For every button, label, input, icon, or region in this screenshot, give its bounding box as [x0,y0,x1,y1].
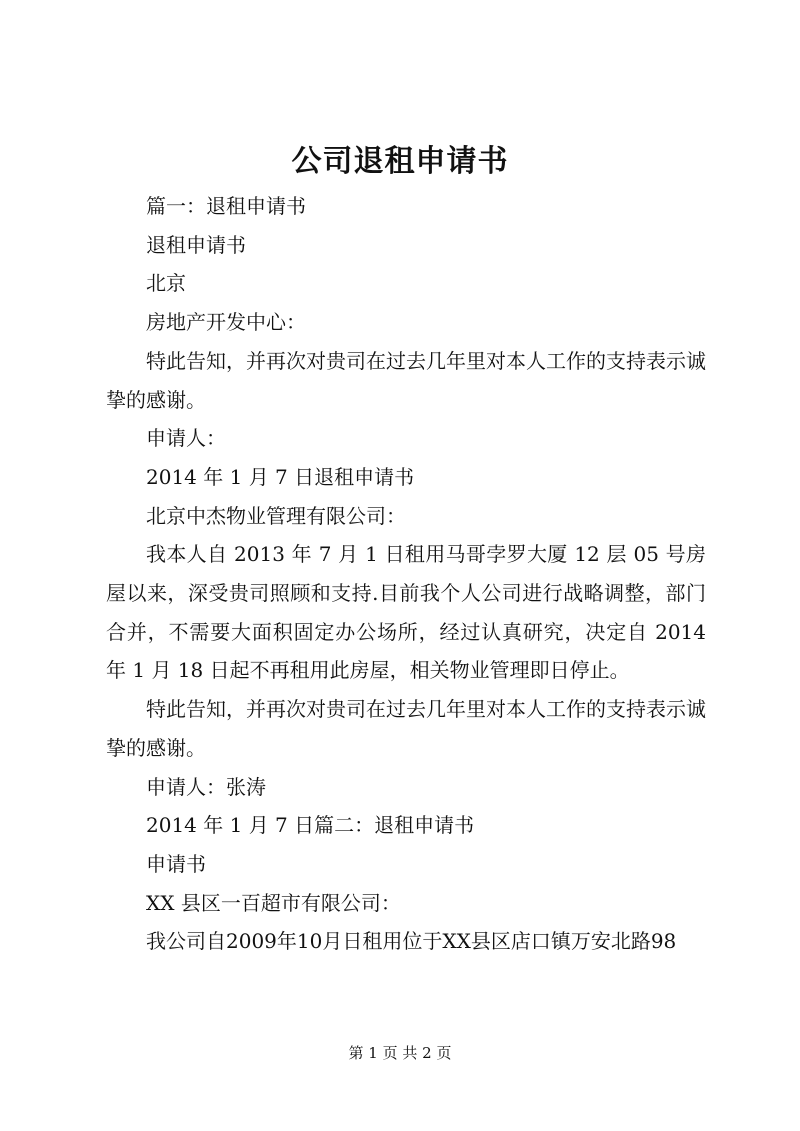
paragraph-thanks-repeat: 特此告知，并再次对贵司在过去几年里对本人工作的支持表示诚挚的感谢。 [106,697,706,760]
paragraph-applicant-name: 申请人：张涛 [146,774,266,799]
paragraph-date-part-two: 2014 年 1 月 7 日篇二：退租申请书 [146,813,475,838]
paragraph-recipient-company: 北京中杰物业管理有限公司： [146,503,406,528]
document-title: 公司退租申请书 [291,144,509,179]
paragraph-supermarket-recipient: XX 县区一百超市有限公司： [146,890,401,915]
paragraph-date: 2014 年 1 月 7 日退租申请书 [146,464,415,489]
paragraph-heading-part-one: 篇一：退租申请书 [146,194,306,218]
document-body [106,187,706,961]
paragraph-main-body: 我本人自 2013 年 7 月 1 日租用马哥孛罗大厦 12 层 05 号房屋以来，深受贵司照顾和支持.目前我个人公司进行战略调整，部门合并，不需要大面积固定办公场所，经过认真研究，决定自 2014 年 1 月 18 日起不再租用此房屋，相关物业管理即日停止。 [106,542,706,683]
paragraph-recipient-name: 房地产开发中心： [146,310,306,335]
paragraph-applicant: 申请人： [146,426,226,451]
paragraph-thanks: 特此告知，并再次对贵司在过去几年里对本人工作的支持表示诚挚的感谢。 [106,348,706,412]
paragraph-recipient-city: 北京 [146,271,186,296]
paragraph-application-title: 申请书 [146,851,206,876]
page-footer: 第 1 页 共 2 页 [348,1044,452,1062]
paragraph-letter-title: 退租申请书 [146,232,246,257]
paragraph-lease-start: 我公司自2009年10月日租用位于XX县区店口镇万安北路98 [146,929,677,954]
